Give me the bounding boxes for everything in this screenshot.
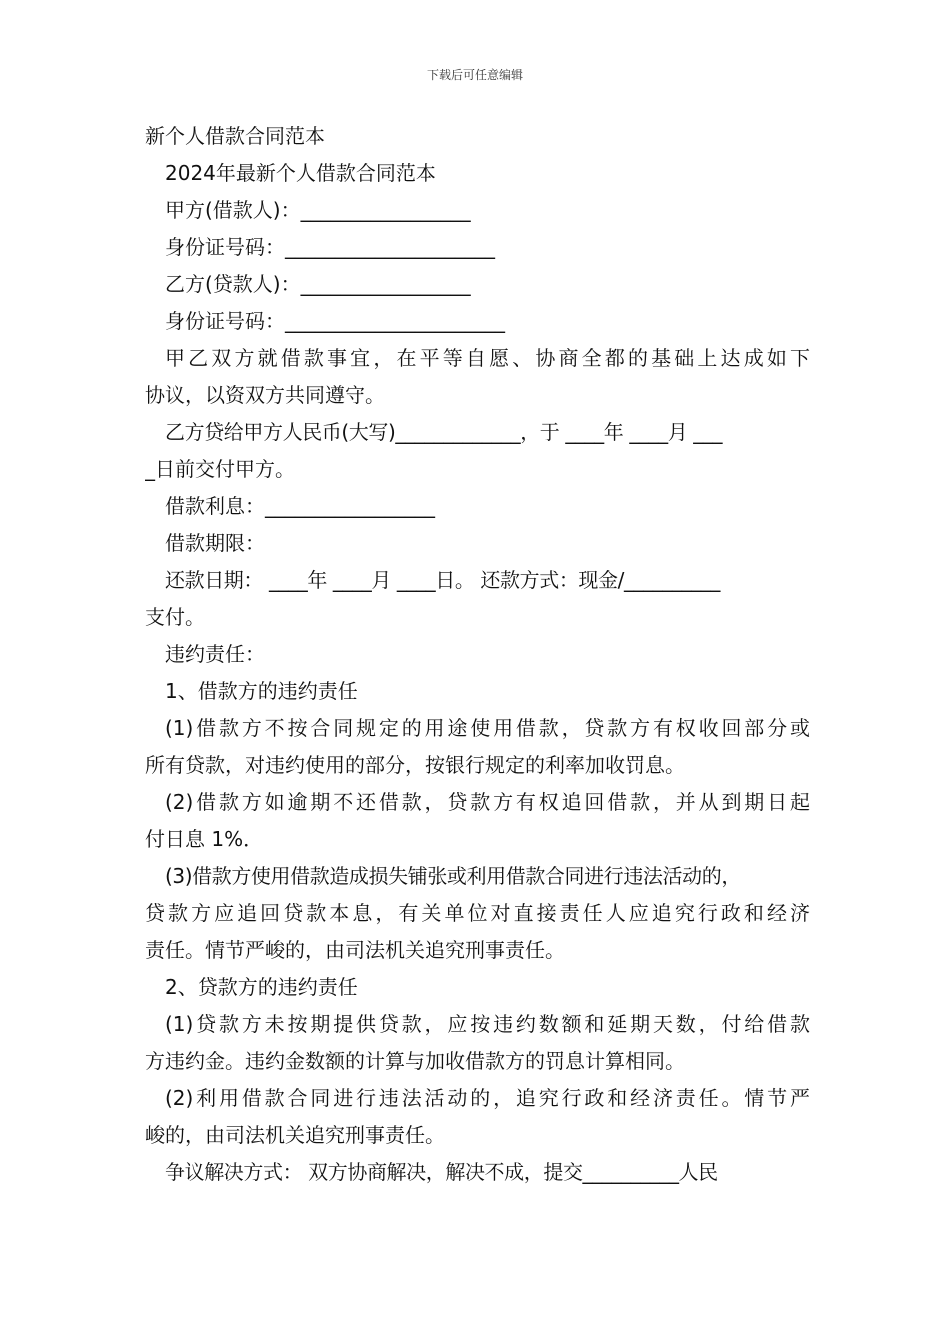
paragraph-line: 峻的，由司法机关追究刑事责任。	[145, 1123, 445, 1147]
interest-field: 借款利息：_________________	[165, 494, 435, 518]
paragraph-line: 责任。情节严峻的，由司法机关追究刑事责任。	[145, 938, 565, 962]
paragraph-line: 所有贷款，对违约使用的部分，按银行规定的利率加收罚息。	[145, 753, 685, 777]
section-heading: 2、贷款方的违约责任	[165, 975, 358, 999]
document-body	[145, 118, 810, 1191]
repayment-line: 还款日期： ____年 ____月 ____日。 还款方式：现金/__________	[165, 568, 720, 592]
term-field: 借款期限：	[165, 531, 265, 555]
document-title: 新个人借款合同范本	[145, 124, 325, 148]
paragraph-line: (2)借款方如逾期不还借款，贷款方有权追回借款，并从到期日起	[165, 790, 810, 814]
party-a-field: 甲方(借款人)：_________________	[165, 198, 471, 222]
page-header: 下载后可任意编辑	[426, 68, 523, 82]
subtitle: 2024年最新个人借款合同范本	[165, 161, 436, 185]
section-heading: 1、借款方的违约责任	[165, 679, 358, 703]
paragraph-line: (2)利用借款合同进行违法活动的，追究行政和经济责任。情节严	[165, 1086, 810, 1110]
dispute-line: 争议解决方式： 双方协商解决，解决不成，提交__________人民	[165, 1160, 718, 1184]
paragraph-line: 方违约金。违约金数额的计算与加收借款方的罚息计算相同。	[145, 1049, 685, 1073]
paragraph-line: _日前交付甲方。	[145, 457, 295, 481]
party-a-id-field: 身份证号码：_____________________	[165, 235, 495, 259]
paragraph-line: (3)借款方使用借款造成损失铺张或利用借款合同进行违法活动的，	[165, 864, 741, 888]
party-b-id-field: 身份证号码：______________________	[165, 309, 505, 333]
paragraph-line: 协议，以资双方共同遵守。	[145, 383, 385, 407]
paragraph-line: (1)借款方不按合同规定的用途使用借款，贷款方有权收回部分或	[165, 716, 810, 740]
party-b-field: 乙方(贷款人)：_________________	[165, 272, 471, 296]
paragraph-line: 贷款方应追回贷款本息，有关单位对直接责任人应追究行政和经济	[145, 901, 810, 925]
section-heading: 违约责任：	[165, 642, 265, 666]
paragraph-line: 付日息 1%．	[145, 827, 264, 851]
paragraph-line: 支付。	[145, 605, 205, 629]
paragraph-line: (1)贷款方未按期提供贷款，应按违约数额和延期天数，付给借款	[165, 1012, 810, 1036]
loan-amount-line: 乙方贷给甲方人民币(大写)_____________，于 ____年 ____月 ___	[165, 420, 723, 444]
paragraph-line: 甲乙双方就借款事宜，在平等自愿、协商全都的基础上达成如下	[165, 346, 810, 370]
